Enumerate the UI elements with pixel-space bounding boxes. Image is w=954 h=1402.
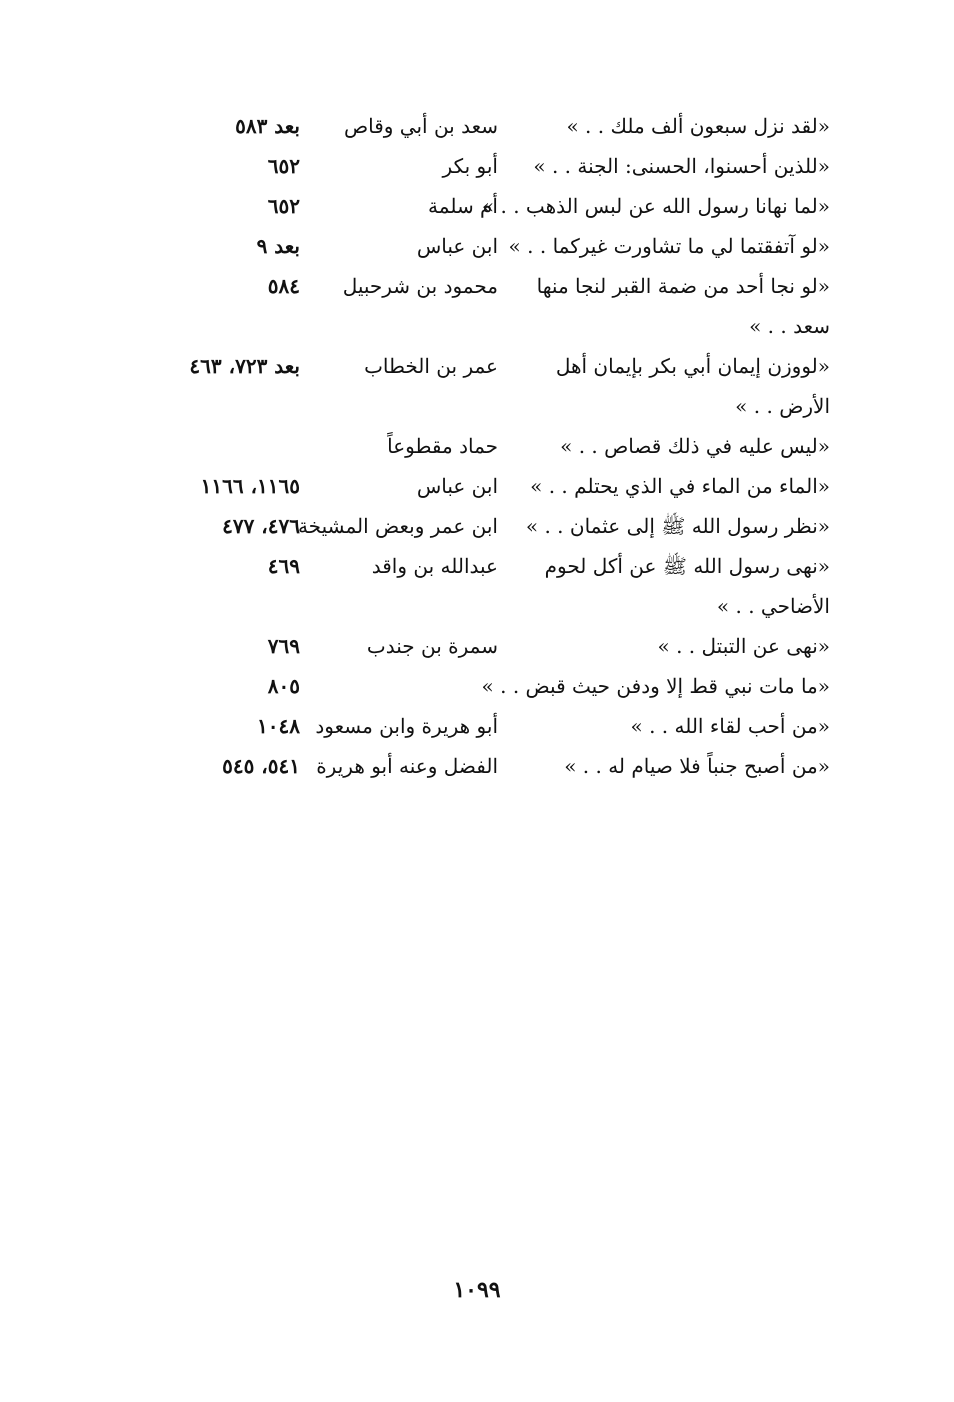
index-row <box>150 546 830 586</box>
page-number: ١٠٩٩ <box>453 1277 501 1303</box>
index-row <box>150 466 830 506</box>
index-row <box>150 746 830 786</box>
narrator: ابن عباس <box>416 474 498 498</box>
page-refs: ٤٦٩ <box>267 554 300 578</box>
index-row <box>150 506 830 546</box>
narrator: أم سلمة <box>428 194 498 218</box>
page-refs: ٦٥٢ <box>267 154 300 178</box>
hadith-text-continued: الأرض . . » <box>735 394 830 418</box>
index-row <box>150 346 830 386</box>
hadith-text: «نهى رسول الله ﷺ عن أكل لحوم <box>544 554 830 578</box>
hadith-text: «نهى عن التبتل . . » <box>657 634 830 658</box>
index-row <box>150 666 830 706</box>
index-row <box>150 106 830 146</box>
hadith-text: «ما مات نبي قط إلا ودفن حيث قبض . . » <box>481 674 830 698</box>
hadith-continuation <box>150 386 830 426</box>
hadith-text-continued: سعد . . » <box>749 314 830 338</box>
hadith-text: «الماء من الماء في الذي يحتلم . . » <box>530 474 830 498</box>
page-refs: ١٠٤٨ <box>257 714 300 738</box>
page-refs: بعد ٧٢٣، ٤٦٣ <box>189 354 300 378</box>
narrator: ابن عمر وبعض المشيخة <box>297 514 498 538</box>
hadith-text: «لو نجا أحد من ضمة القبر لنجا منها <box>536 274 830 298</box>
hadith-continuation <box>150 306 830 346</box>
hadith-text: «من أحب لقاء الله . . » <box>630 714 830 738</box>
narrator: محمود بن شرحبيل <box>342 274 498 298</box>
index-row <box>150 426 830 466</box>
page-refs <box>150 426 300 466</box>
index-row <box>150 706 830 746</box>
index-row <box>150 186 830 226</box>
index-row <box>150 146 830 186</box>
narrator: أبو هريرة وابن مسعود <box>315 714 498 738</box>
hadith-text: «لما نهانا رسول الله عن لبس الذهب . . » <box>481 194 830 218</box>
page-refs: ٤٧٦، ٤٧٧ <box>222 514 300 538</box>
hadith-text: «لقد نزل سبعون ألف ملك . . » <box>566 114 830 138</box>
narrator: الفضل وعنه أبو هريرة <box>316 754 498 778</box>
hadith-text: «ليس عليه في ذلك قصاص . . » <box>560 434 830 458</box>
index-row <box>150 626 830 666</box>
narrator: ابن عباس <box>416 234 498 258</box>
page-refs: بعد ٩ <box>256 234 300 258</box>
page-refs: ٦٥٢ <box>267 194 300 218</box>
narrator: سعد بن أبي وقاص <box>343 114 498 138</box>
hadith-text: «لووزن إيمان أبي بكر بإيمان أهل <box>555 354 830 378</box>
narrator: أبو بكر <box>442 154 498 178</box>
page-refs: بعد ٥٨٣ <box>235 114 300 138</box>
hadith-text: «للذين أحسنوا، الحسنى: الجنة . . » <box>533 154 830 178</box>
narrator: عمر بن الخطاب <box>364 354 498 378</box>
narrator: حماد مقطوعاً <box>387 434 498 458</box>
page-refs: ١١٦٥، ١١٦٦ <box>200 474 300 498</box>
page-refs: ٨٠٥ <box>267 674 300 698</box>
index-row <box>150 226 830 266</box>
hadith-continuation <box>150 586 830 626</box>
narrator: سمرة بن جندب <box>366 634 498 658</box>
hadith-text: «من أصبح جنباً فلا صيام له . . » <box>564 754 830 778</box>
hadith-text: «لو آتفقتما لي ما تشاورت غيركما . . » <box>508 234 830 258</box>
index-row <box>150 266 830 306</box>
narrator <box>318 666 498 706</box>
page-refs: ٥٤١، ٥٤٥ <box>222 754 300 778</box>
hadith-text-continued: الأضاحي . . » <box>716 594 830 618</box>
page-refs: ٧٦٩ <box>267 634 300 658</box>
page-refs: ٥٨٤ <box>267 274 300 298</box>
narrator: عبدالله بن واقد <box>371 554 498 578</box>
hadith-text: «نظر رسول الله ﷺ إلى عثمان . . » <box>525 514 830 538</box>
